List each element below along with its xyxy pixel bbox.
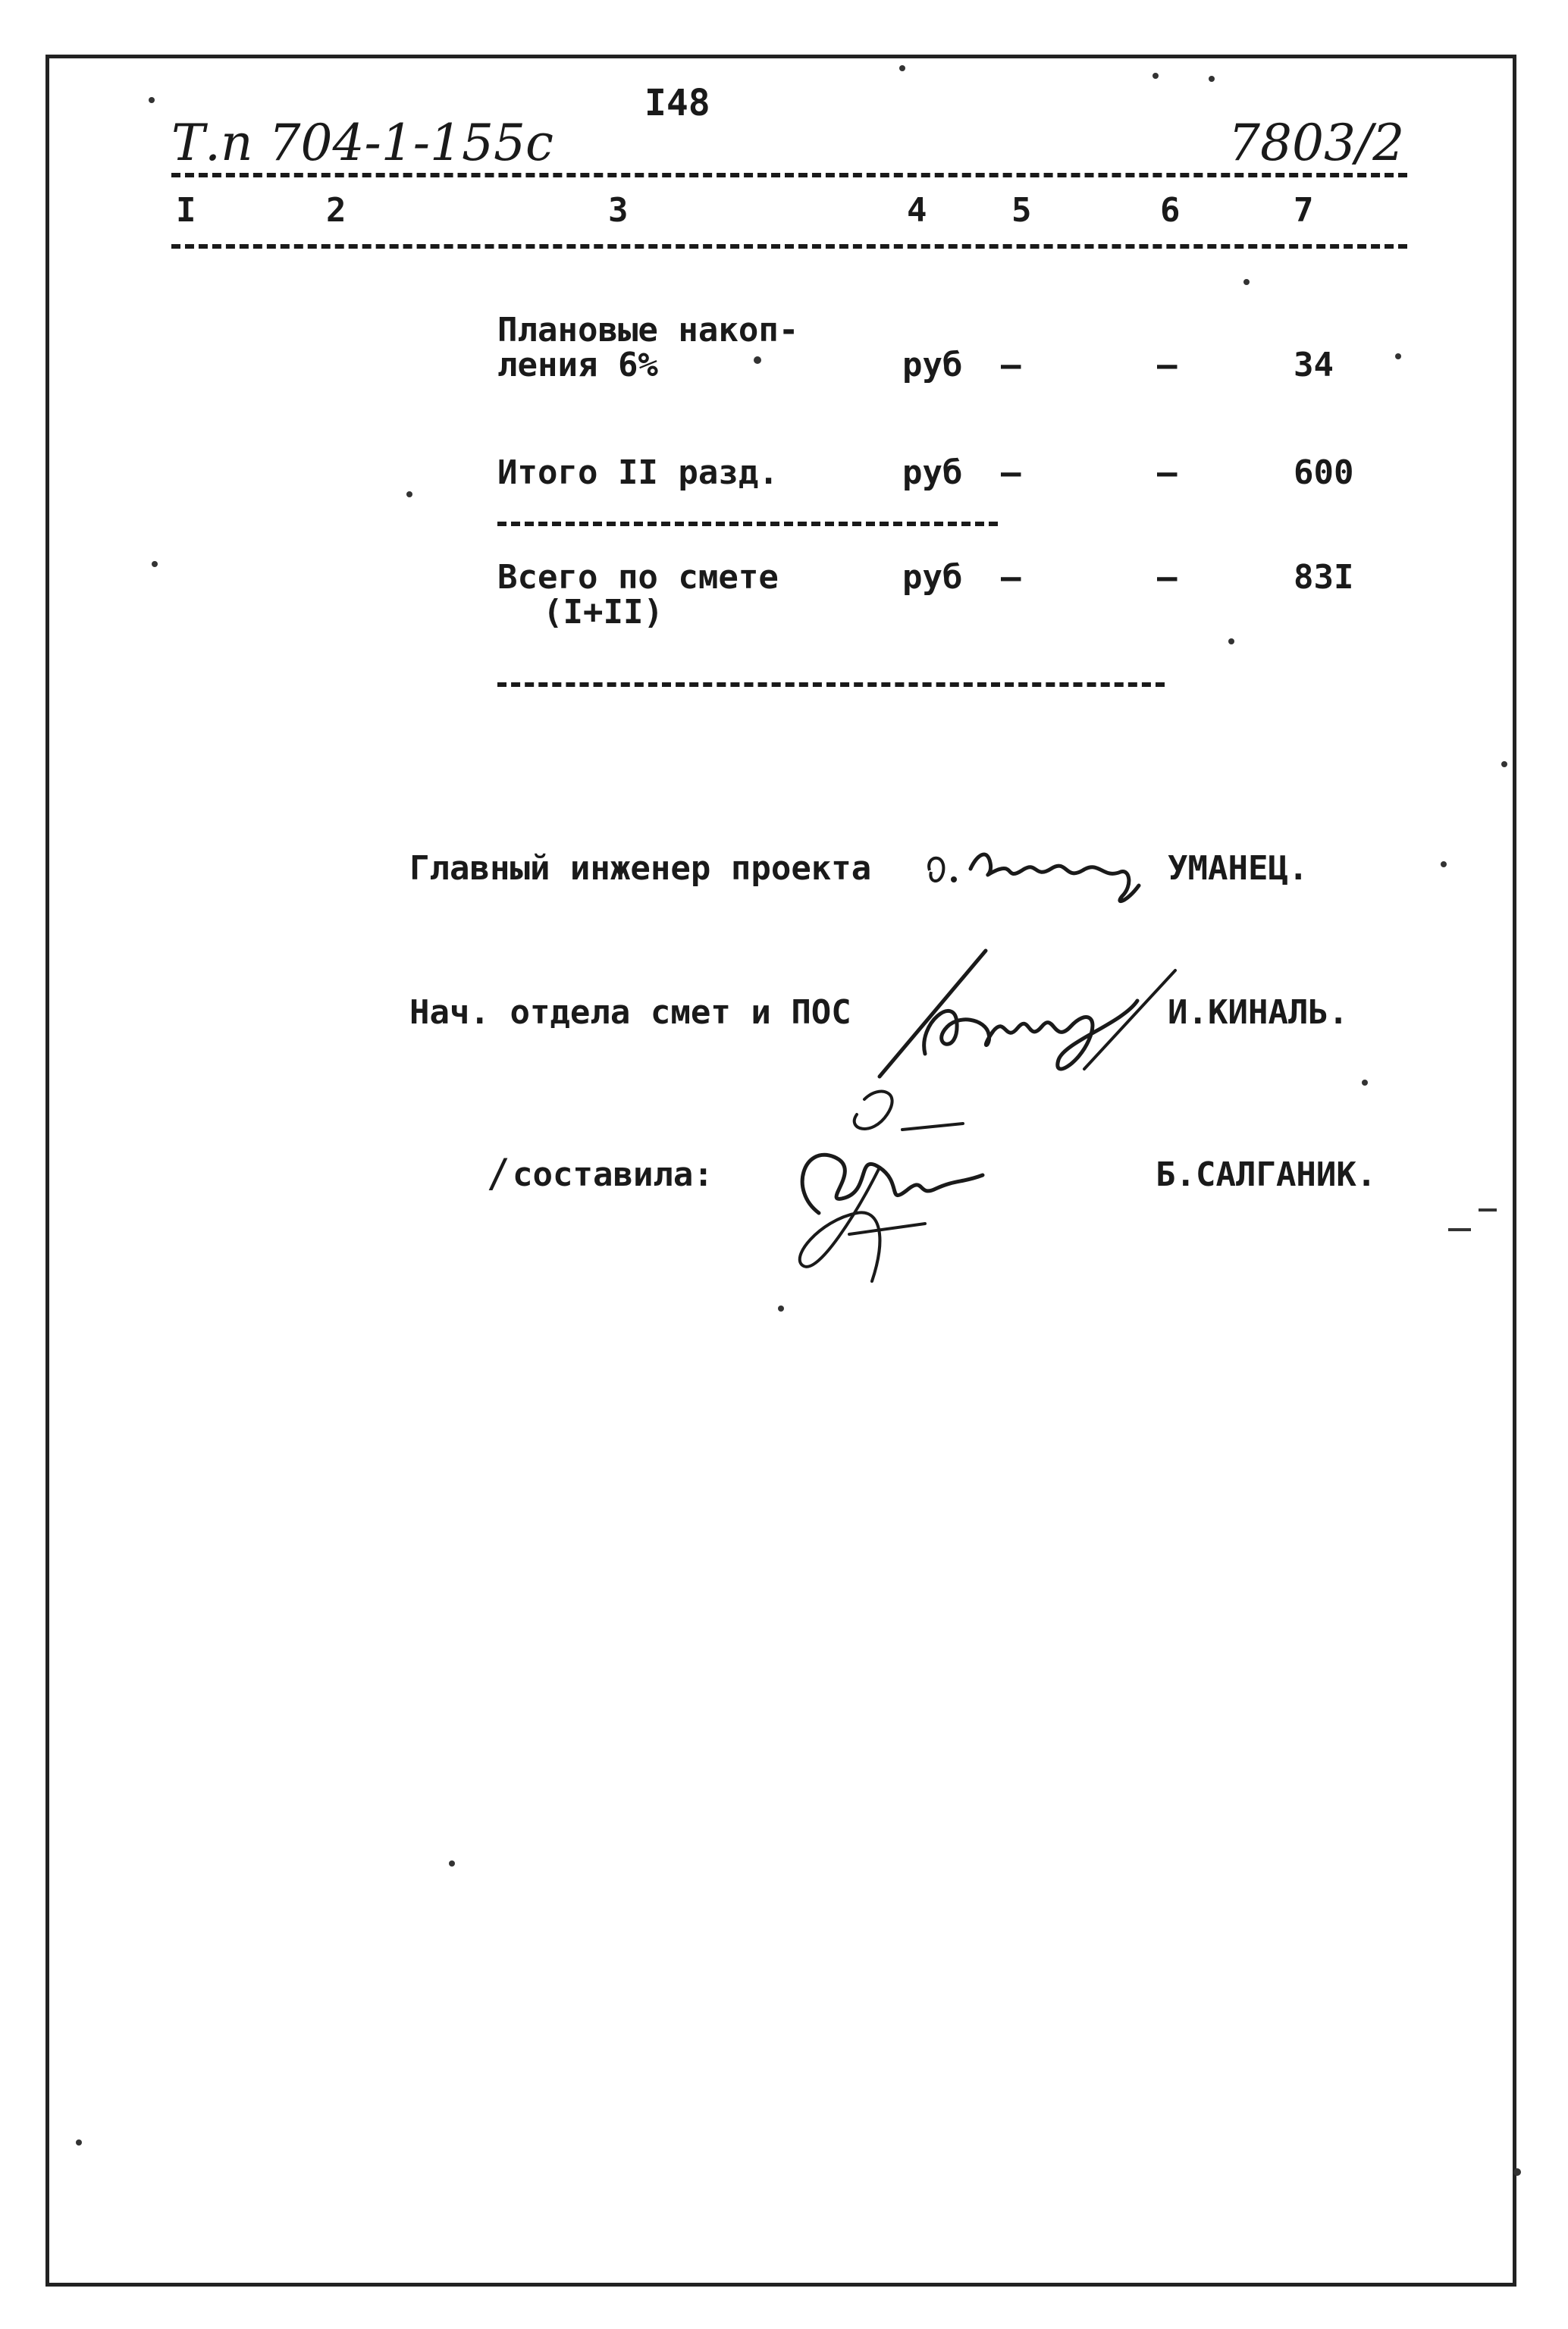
scan-speck: [1228, 638, 1234, 644]
col-num-6: 6: [1160, 191, 1181, 230]
row-unit: руб: [902, 346, 963, 384]
col-num-1: I: [176, 191, 196, 230]
scan-speck: [1209, 76, 1215, 82]
doc-number: 7803/2: [1228, 114, 1405, 172]
col-num-2: 2: [326, 191, 347, 230]
scan-speck: [899, 65, 905, 71]
scan-stroke: [1479, 1208, 1497, 1212]
row-name-line1: Всего по смете: [497, 558, 779, 597]
handwritten-signature-salganik: [773, 1084, 1016, 1289]
row-col6: –: [1157, 453, 1178, 492]
row-value: 83I: [1294, 558, 1354, 597]
scan-speck: [778, 1306, 784, 1312]
doc-code: Т.п 704-1-155с: [171, 114, 554, 172]
row-name-line2: (I+II): [543, 593, 663, 632]
row-unit: руб: [902, 558, 963, 597]
row-value: 600: [1294, 453, 1354, 492]
signature-name-compiler: Б.САЛГАНИК.: [1156, 1155, 1377, 1194]
page-number: I48: [644, 82, 710, 124]
col-num-4: 4: [907, 191, 927, 230]
scan-stroke: [1448, 1228, 1471, 1231]
signature-role-compiler: составила:: [513, 1155, 713, 1194]
row-name-line1: Итого II разд.: [497, 453, 779, 492]
handwritten-signature-kinal: [872, 940, 1190, 1084]
col-num-5: 5: [1011, 191, 1032, 230]
row-col5: –: [1001, 346, 1021, 384]
col-num-3: 3: [608, 191, 629, 230]
scan-speck: [1513, 2168, 1521, 2176]
scan-speck: [406, 491, 412, 497]
row-col6: –: [1157, 558, 1178, 597]
scan-speck: [1362, 1080, 1368, 1086]
row-col6: –: [1157, 346, 1178, 384]
scan-speck: [1441, 861, 1447, 867]
row-name-line2: ления 6%: [497, 346, 658, 384]
compiler-bracket-mark: /: [487, 1151, 511, 1196]
scan-speck: [1395, 353, 1401, 359]
row-name-line1: Плановые накоп-: [497, 311, 799, 350]
subtotal-rule: [497, 522, 998, 526]
signature-name-chief-engineer: УМАНЕЦ.: [1168, 849, 1309, 888]
row-unit: руб: [902, 453, 963, 492]
scan-speck: [152, 561, 158, 567]
scan-speck: [1501, 761, 1507, 767]
row-col5: –: [1001, 453, 1021, 492]
scan-speck: [1152, 73, 1159, 79]
scan-speck: [754, 356, 761, 364]
col-num-7: 7: [1294, 191, 1314, 230]
signature-role-estimates-head: Нач. отдела смет и ПОС: [409, 993, 851, 1032]
row-col5: –: [1001, 558, 1021, 597]
signature-role-chief-engineer: Главный инженер проекта: [409, 849, 872, 888]
signature-name-estimates-head: И.КИНАЛЬ.: [1168, 993, 1349, 1032]
total-rule: [497, 682, 1165, 687]
header-rule-top: [171, 173, 1407, 177]
row-value: 34: [1294, 346, 1334, 384]
scan-speck: [1243, 279, 1250, 285]
handwritten-signature-umanets: [924, 832, 1166, 916]
scan-speck: [149, 97, 155, 103]
scan-speck: [449, 1860, 455, 1867]
scan-speck: [76, 2139, 82, 2146]
header-rule-bottom: [171, 244, 1407, 249]
